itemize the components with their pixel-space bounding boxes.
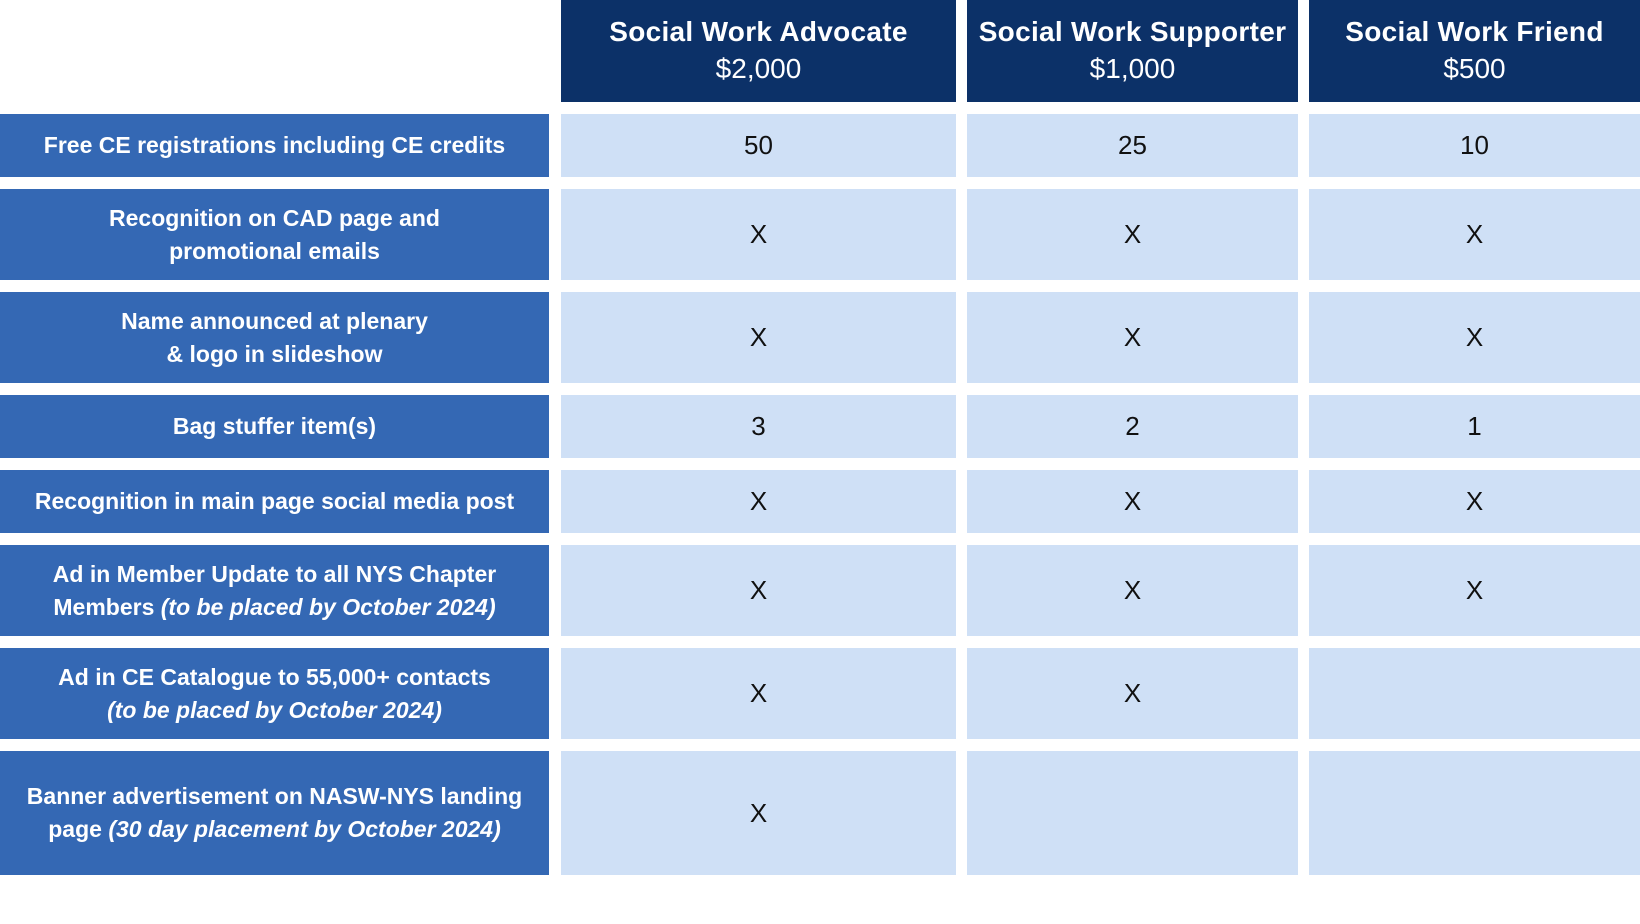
tier-price: $2,000 <box>715 53 802 84</box>
benefit-label-line <box>107 694 442 727</box>
tier-header <box>561 0 956 102</box>
tier-name: Social Work Advocate <box>609 16 908 47</box>
benefit-label-line <box>169 235 380 268</box>
benefit-note: (to be placed by October 2024) <box>160 593 496 620</box>
benefit-text: promotional emails <box>169 237 380 264</box>
benefit-label <box>0 189 549 280</box>
benefit-label-line <box>167 338 383 371</box>
benefit-label-line <box>44 129 505 162</box>
benefit-value: X <box>967 470 1298 533</box>
tier-header <box>1309 0 1640 102</box>
benefit-label-line <box>58 661 491 694</box>
benefit-text: Recognition in main page social media post <box>34 488 515 514</box>
benefit-label <box>0 114 549 177</box>
benefit-label-line <box>53 558 496 591</box>
benefit-value: X <box>561 189 956 280</box>
benefit-value: X <box>1309 189 1640 280</box>
benefit-value: X <box>967 545 1298 636</box>
benefit-text: Free CE registrations including CE credits <box>43 132 506 158</box>
benefit-label-line <box>53 591 495 624</box>
benefit-text: & logo in slideshow <box>166 340 383 367</box>
benefit-text: Recognition on CAD page and <box>109 204 440 231</box>
benefit-label <box>0 470 549 533</box>
benefit-note: (to be placed by October 2024) <box>107 696 442 723</box>
tier-price: $500 <box>1443 53 1506 84</box>
benefit-label-line <box>109 202 440 235</box>
benefit-text: Bag stuffer item(s) <box>172 413 377 439</box>
benefit-value: X <box>561 470 956 533</box>
benefit-text: Ad in CE Catalogue to 55,000+ contacts <box>58 663 491 690</box>
benefit-text: Ad in Member Update to all NYS Chapter <box>52 560 497 587</box>
benefit-value: X <box>1309 545 1640 636</box>
benefit-value: X <box>561 292 956 383</box>
benefit-text: page <box>48 816 109 842</box>
benefit-value: X <box>967 648 1298 739</box>
benefit-text: Members <box>53 593 161 620</box>
benefit-value: X <box>967 292 1298 383</box>
benefit-label <box>0 395 549 458</box>
benefit-value: 1 <box>1309 395 1640 458</box>
benefit-value: 3 <box>561 395 956 458</box>
benefit-value: X <box>1309 470 1640 533</box>
benefit-value: X <box>1309 292 1640 383</box>
benefit-label <box>0 751 549 875</box>
benefit-label-line <box>35 485 514 518</box>
benefit-value: 2 <box>967 395 1298 458</box>
benefit-label-line <box>48 813 501 846</box>
benefit-value: X <box>561 751 956 875</box>
benefit-value <box>1309 751 1640 875</box>
benefit-label-line <box>121 305 428 338</box>
benefit-value: X <box>967 189 1298 280</box>
benefit-label <box>0 292 549 383</box>
benefit-label <box>0 545 549 636</box>
benefit-value: 25 <box>967 114 1298 177</box>
benefit-value: 10 <box>1309 114 1640 177</box>
tier-name: Social Work Supporter <box>978 16 1287 47</box>
benefit-label-line <box>27 780 522 813</box>
benefit-note: (30 day placement by October 2024) <box>108 816 501 842</box>
tier-name: Social Work Friend <box>1345 16 1604 47</box>
benefit-value: X <box>561 648 956 739</box>
benefit-value <box>1309 648 1640 739</box>
benefit-text: Name announced at plenary <box>121 307 428 334</box>
benefit-label-line <box>173 410 376 443</box>
benefit-value <box>967 751 1298 875</box>
benefit-text: Banner advertisement on NASW-NYS landing <box>26 783 523 809</box>
benefit-label <box>0 648 549 739</box>
tier-price: $1,000 <box>1089 53 1176 84</box>
tier-header <box>967 0 1298 102</box>
benefit-value: X <box>561 545 956 636</box>
benefit-value: 50 <box>561 114 956 177</box>
